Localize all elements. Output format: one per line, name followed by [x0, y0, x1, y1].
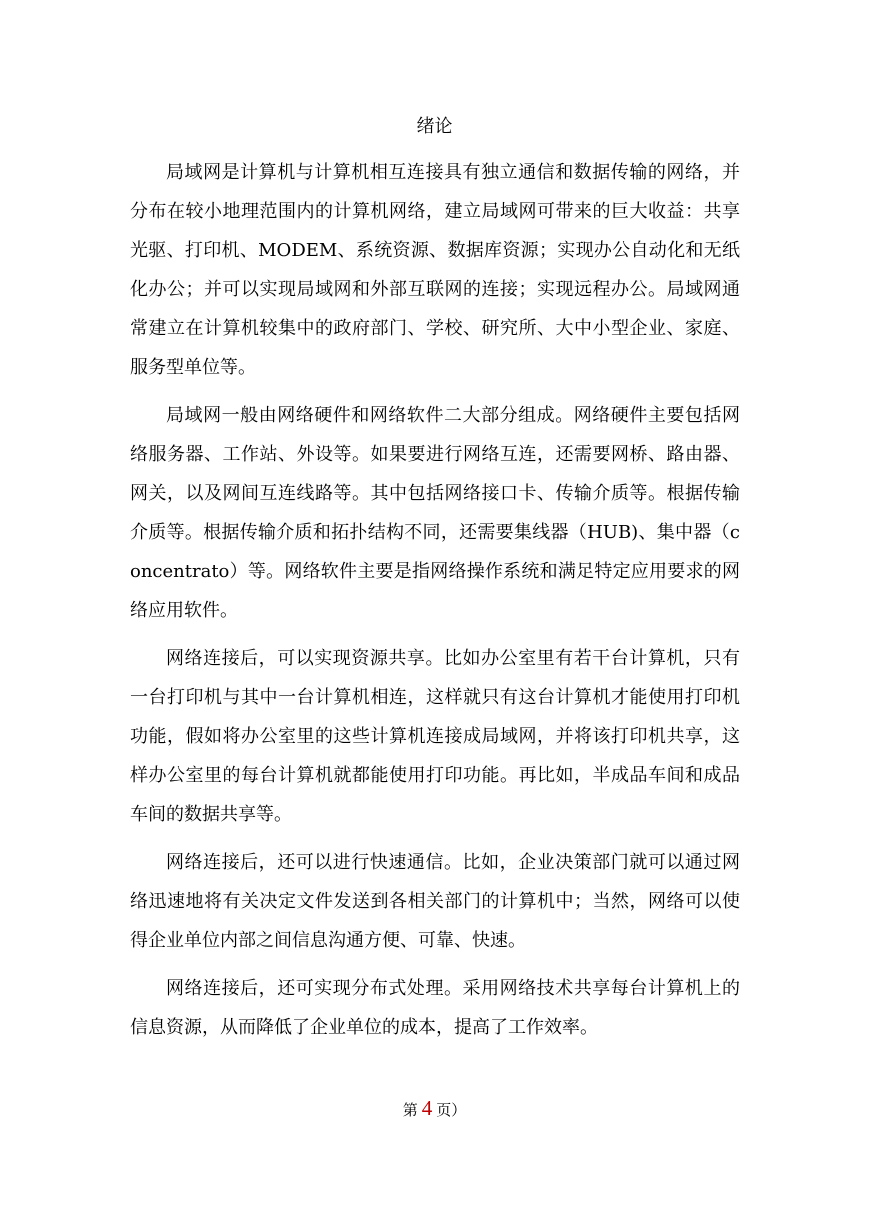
page-title: 绪论	[416, 116, 453, 137]
footer-suffix: 页）	[436, 1101, 467, 1119]
document-body	[130, 153, 740, 1056]
page-footer	[0, 1093, 869, 1125]
page-number: 4	[421, 1096, 433, 1120]
paragraph-lan-components: 局域网一般由网络硬件和网络软件二大部分组成。网络硬件主要包括网络服务器、工作站、外设等。如果要进行网络互连，还需要网桥、路由器、网关，以及网间互连线路等。其中包括网络接口卡、传输介质等。根据传输介质等。根据传输介质和拓扑结构不同，还需要集线器（HUB)、集中器（concentrato）等。网络软件主要是指网络操作系统和满足特定应用要求的网络应用软件。	[130, 405, 740, 621]
footer-prefix: 第	[402, 1101, 418, 1119]
paragraph-resource-sharing: 网络连接后，可以实现资源共享。比如办公室里有若干台计算机，只有一台打印机与其中一台计算机相连，这样就只有这台计算机才能使用打印机功能，假如将办公室里的这些计算机连接成局域网，并将该打印机共享，这样办公室里的每台计算机就都能使用打印功能。再比如，半成品车间和成品车间的数据共享等。	[130, 648, 740, 825]
paragraph-intro-lan: 局域网是计算机与计算机相互连接具有独立通信和数据传输的网络，并分布在较小地理范围内的计算机网络，建立局域网可带来的巨大收益：共享光驱、打印机、MODEM、系统资源、数据库资源；实现办公自动化和无纸化办公；并可以实现局域网和外部互联网的连接；实现远程办公。局域网通常建立在计算机较集中的政府部门、学校、研究所、大中小型企业、家庭、服务型单位等。	[130, 162, 740, 378]
paragraph-distributed-processing: 网络连接后，还可实现分布式处理。采用网络技术共享每台计算机上的信息资源，从而降低了企业单位的成本，提高了工作效率。	[130, 978, 740, 1038]
paragraph-fast-communication: 网络连接后，还可以进行快速通信。比如，企业决策部门就可以通过网络迅速地将有关决定文件发送到各相关部门的计算机中；当然，网络可以使得企业单位内部之间信息沟通方便、可靠、快速。	[130, 852, 740, 951]
